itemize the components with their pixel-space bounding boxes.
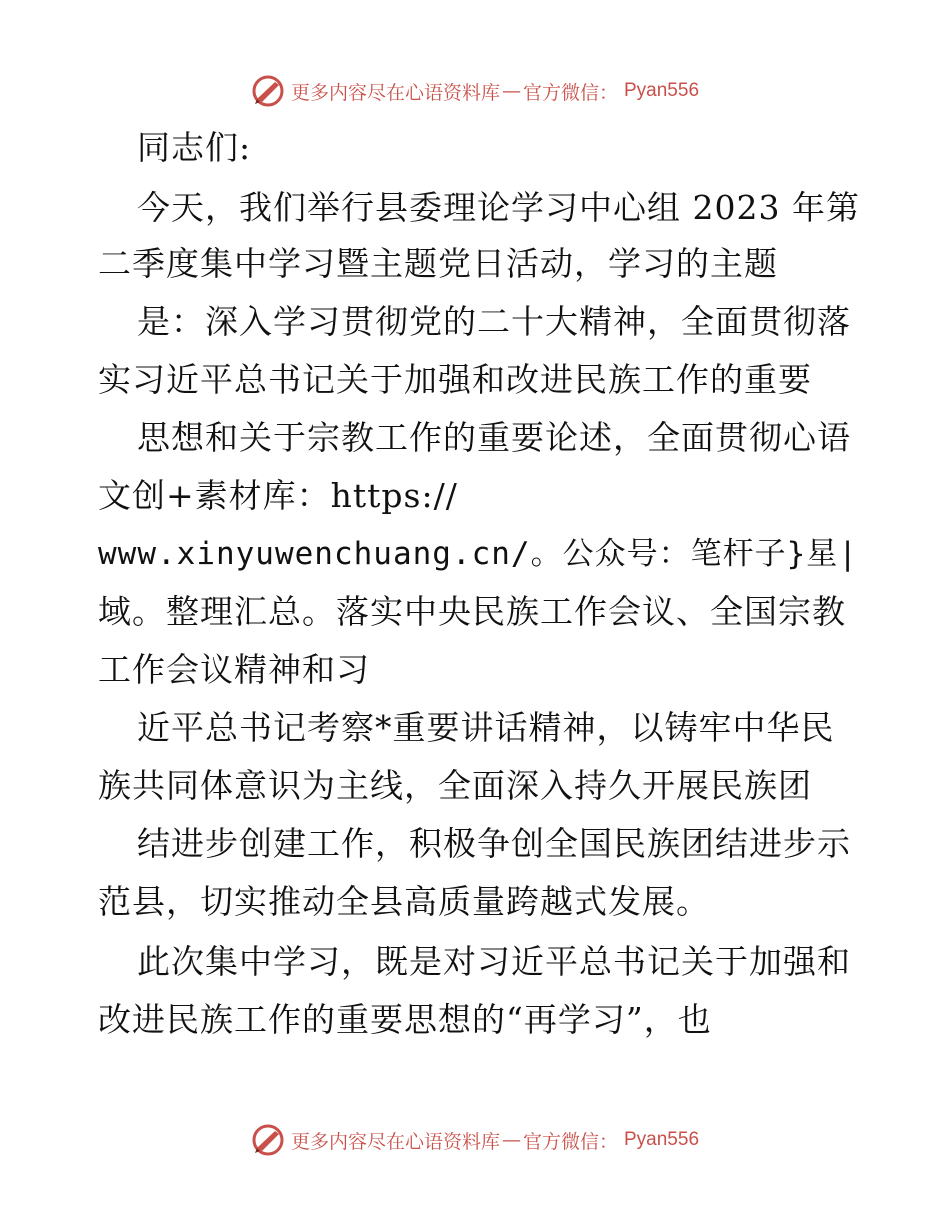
watermark-text: 更多内容尽在心语资料库 <box>290 1130 500 1153</box>
top-watermark <box>0 71 950 111</box>
watermark-wechat-label: 官方微信： <box>522 81 618 104</box>
body-line: 今天，我们举行县委理论学习中心组 2023 年第 <box>137 188 860 227</box>
body-line: 同志们: <box>137 128 252 167</box>
body-line: 二季度集中学习暨主题党日活动，学习的主题 <box>98 244 778 283</box>
body-line: 结进步创建工作，积极争创全国民族团结进步示 <box>137 824 851 863</box>
body-line: 是：深入学习贯彻党的二十大精神，全面贯彻落 <box>137 302 851 341</box>
body-line: 范县，切实推动全县高质量跨越式发展。 <box>98 882 710 921</box>
watermark-text: 更多内容尽在心语资料库 <box>290 81 500 104</box>
pen-logo-icon <box>251 1123 285 1157</box>
body-line: 文创+素材库：https:// <box>98 476 458 515</box>
watermark-wechat-id: Pyan556 <box>624 80 700 101</box>
watermark-dash: — <box>501 80 521 102</box>
body-line: 近平总书记考察*重要讲话精神，以铸牢中华民 <box>137 708 835 747</box>
body-line: 族共同体意识为主线，全面深入持久开展民族团 <box>98 766 812 805</box>
bottom-watermark <box>0 1120 950 1160</box>
body-line: 实习近平总书记关于加强和改进民族工作的重要 <box>98 360 812 399</box>
body-line: www.xinyuwenchuang.cn/。公众号：笔杆子}星| <box>98 536 858 572</box>
body-line: 思想和关于宗教工作的重要论述，全面贯彻心语 <box>137 418 851 457</box>
body-line: 域。整理汇总。落实中央民族工作会议、全国宗教 <box>98 592 846 631</box>
watermark-wechat-label: 官方微信： <box>522 1130 618 1153</box>
body-line: 工作会议精神和习 <box>98 650 370 689</box>
watermark-wechat-id: Pyan556 <box>624 1129 700 1150</box>
pen-logo-icon <box>251 74 285 108</box>
watermark-dash: — <box>501 1129 521 1151</box>
body-line: 改进民族工作的重要思想的“再学习”，也 <box>98 1000 712 1039</box>
body-line: 此次集中学习，既是对习近平总书记关于加强和 <box>137 942 851 981</box>
